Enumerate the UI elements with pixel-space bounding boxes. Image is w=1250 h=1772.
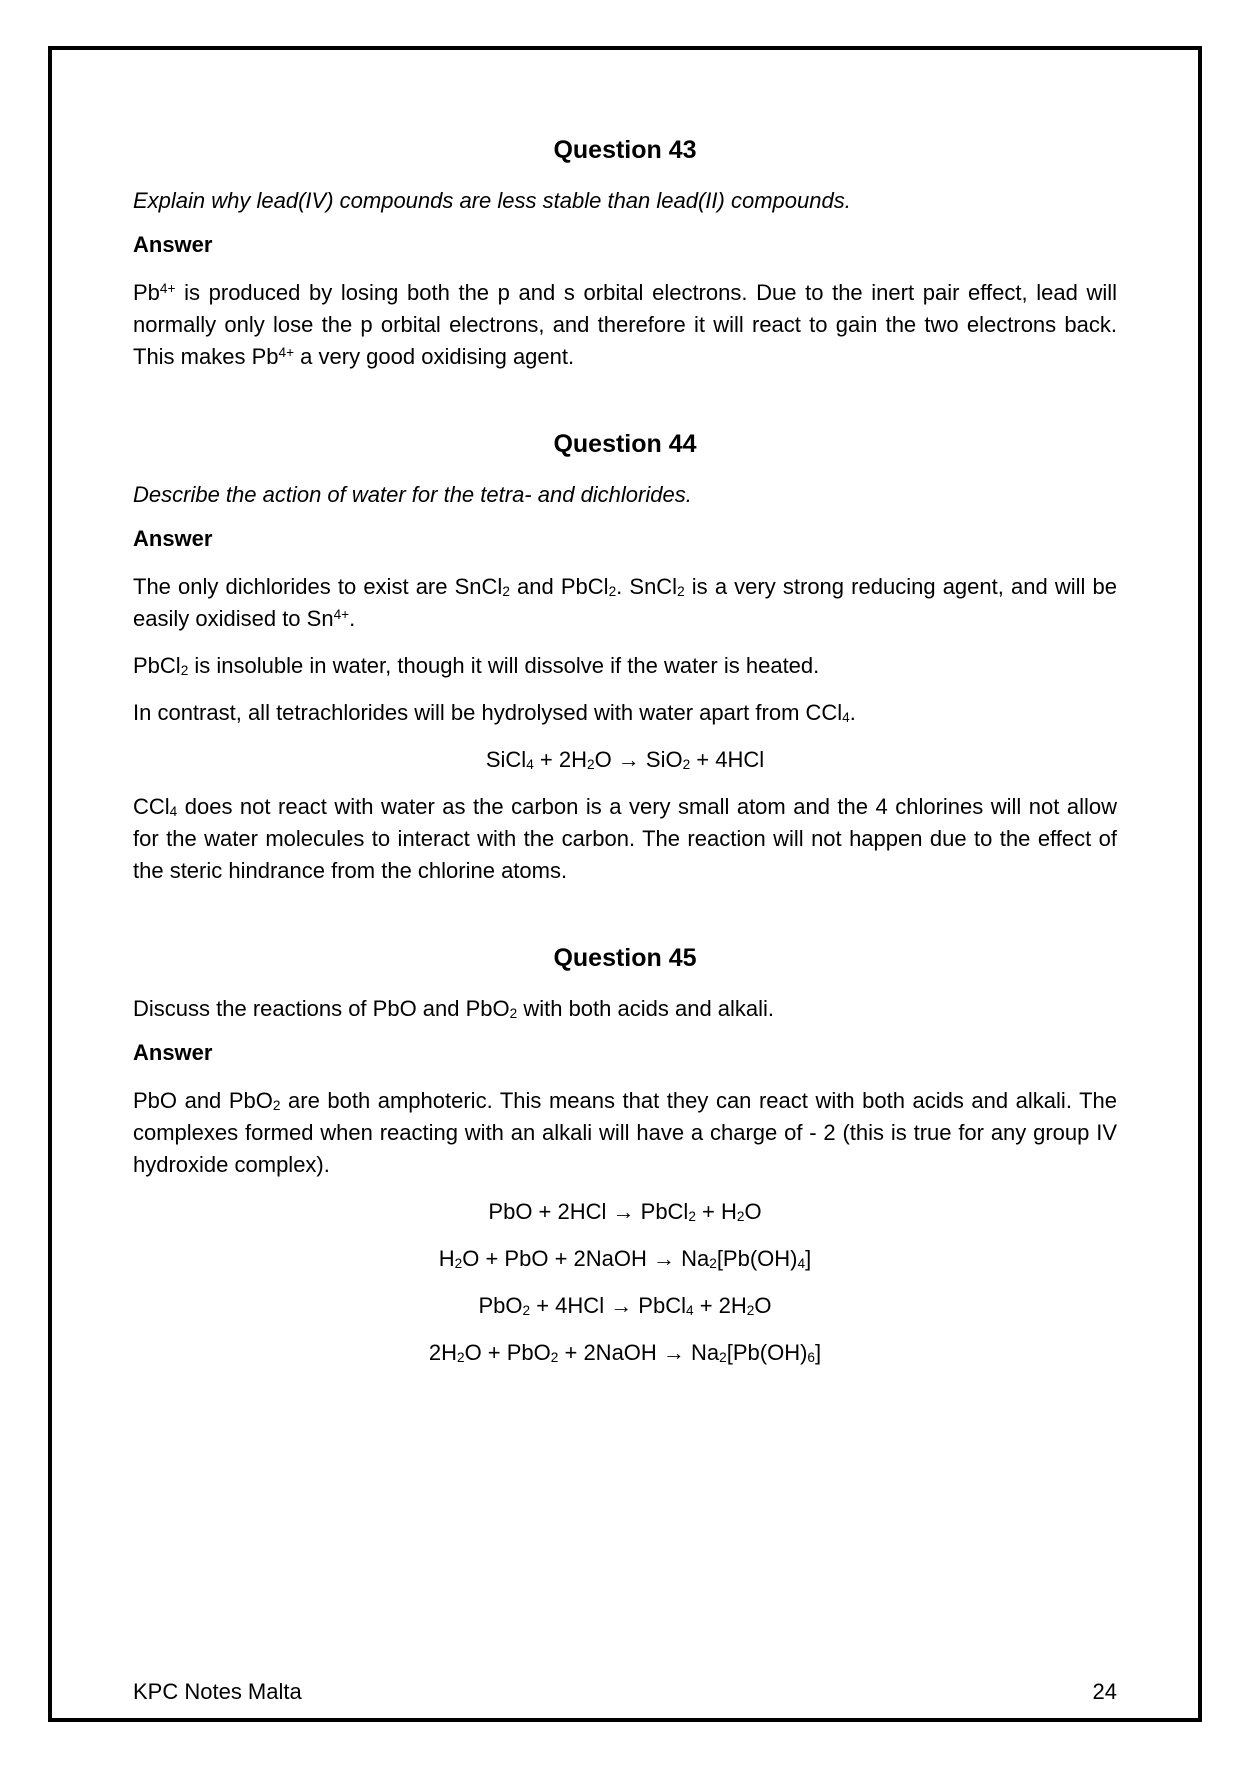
answer-paragraph: PbCl$_2$ is insoluble in water, though it will dissolve if the water is heated.: [133, 653, 820, 679]
answer-paragraph: $Pb^{4+}$ is produced by losing both the p and s orbital electrons. Due to the inert pair effect, lead will normally only lose the p orbital electrons, and therefore it will react to gain the two electrons back. This makes $Pb^{4+}$ a very good oxidising agent.: [133, 280, 1117, 369]
chemical-equation: PbO$_2$ + 4HCl → PbCl$_4$ + $2H_2O$: [478, 1293, 772, 1319]
answer-paragraph: CCl$_4$ does not react with water as the carbon is a very small atom and the 4 chlorines will not allow for the water molecules to interact with the carbon. The reaction will not happen due to the effect of the steric hindrance from the chlorine atoms.: [133, 794, 1117, 883]
question-heading: Question 44: [553, 430, 697, 458]
question-text: Discuss the reactions of PbO and PbO$_2$ with both acids and alkali.: [133, 996, 775, 1022]
answer-paragraph: In contrast, all tetrachlorides will be hydrolysed with water apart from CCl$_4$.: [133, 700, 856, 726]
question-text: Explain why lead(IV) compounds are less stable than lead(II) compounds.: [133, 188, 851, 213]
section-question-45: [133, 943, 1117, 1369]
section-question-43: [133, 135, 1117, 373]
question-text: Describe the action of water for the tetra- and dichlorides.: [133, 482, 692, 507]
answer-label: Answer: [133, 232, 213, 257]
answer-paragraph: PbO and PbO$_2$ are both amphoteric. This means that they can react with both acids and alkali. The complexes formed when reacting with an alkali will have a charge of - 2 (this is true for any group IV hydroxide complex).: [133, 1088, 1117, 1177]
page-content: [133, 135, 1117, 1384]
chemical-equation: SiCl$_4$ + $2H_2O \to SiO_2 + 4HCl$: [485, 747, 765, 773]
page-number: 24: [1092, 1679, 1117, 1704]
chemical-equation: $H_2O$ + PbO + 2NaOH → $Na_2[Pb(OH)_4]$: [438, 1246, 812, 1272]
question-heading: Question 45: [553, 944, 697, 972]
answer-label: Answer: [133, 1040, 213, 1065]
chemical-equation: PbO + 2HCl → PbCl$_2$ + $H_2O$: [488, 1199, 762, 1225]
section-question-44: [133, 429, 1117, 887]
chemical-equation: $2H_2O + PbO_2$ + 2NaOH → $Na_2[Pb(OH)_6]$: [428, 1340, 822, 1366]
question-heading: Question 43: [553, 136, 697, 164]
answer-paragraph: The only dichlorides to exist are SnCl$_2$ and PbCl$_2$. SnCl$_2$ is a very strong reducing agent, and will be easily oxidised to $Sn^{4+}$.: [133, 574, 1117, 631]
footer-brand: KPC Notes Malta: [133, 1679, 302, 1704]
answer-label: Answer: [133, 526, 213, 551]
page-footer: [133, 1678, 1117, 1706]
